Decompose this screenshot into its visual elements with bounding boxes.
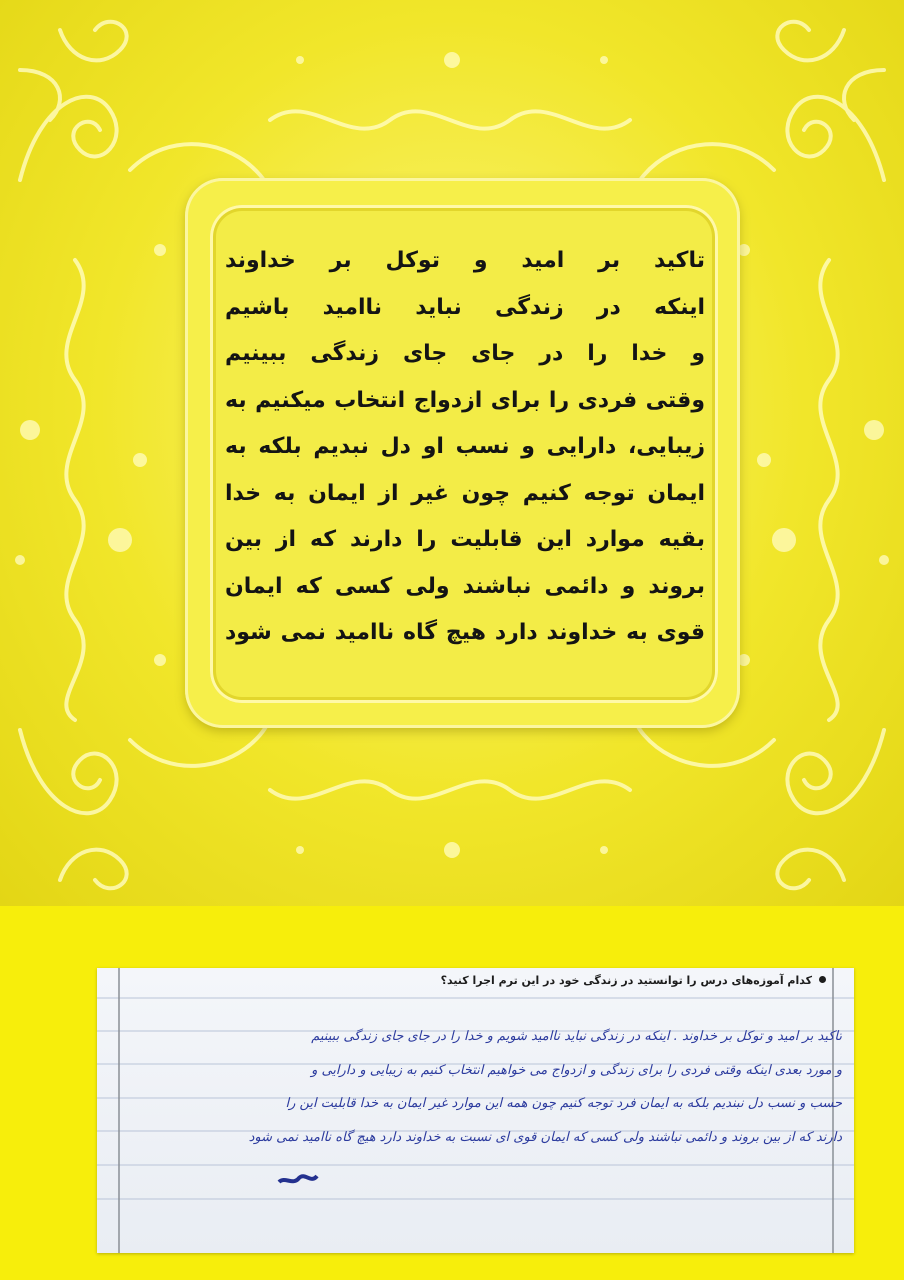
plate-line: اینکه در زندگی نباید ناامید باشیم — [225, 294, 705, 320]
worksheet-photo — [97, 968, 854, 1253]
plate-line: ایمان توجه کنیم چون غیر از ایمان به خدا — [225, 480, 705, 506]
handwriting-line: تاکید بر امید و توکل بر خداوند . اینکه در زندگی نباید ناامید شویم و خدا را در جای جای زندگی ببینیم — [311, 1029, 842, 1044]
plate-line: و خدا را در جای جای زندگی ببینیم — [225, 341, 705, 366]
plate-line: وقتی فردی را برای ازدواج انتخاب میکنیم به — [225, 387, 705, 413]
plate-line: تاکید بر امید و توکل بر خداوند — [225, 248, 705, 273]
handwriting-line: حسب و نسب دل نبندیم بلکه به ایمان فرد توجه کنیم چون همه این موارد غیر ایمان به خدا قابلیت این را — [285, 1096, 842, 1111]
handwriting-line: و مورد بعدی اینکه وقتی فردی را برای زندگی و ازدواج می خواهیم انتخاب کنیم به زیبایی و دارایی و — [311, 1062, 842, 1078]
handwritten-answer — [117, 1020, 842, 1154]
scribble-mark — [279, 1176, 317, 1182]
plate-text-block — [225, 238, 705, 657]
plate-line: بقیه موارد این قابلیت را دارند که از بین — [225, 527, 705, 552]
worksheet-question: کدام آموزه‌های درس را توانستید در زندگی خود در این ترم اجرا کنید؟ — [440, 974, 812, 987]
bullet-icon — [819, 976, 826, 983]
plate-line: زیبایی، دارایی و نسب او دل نبدیم بلکه به — [225, 434, 705, 459]
plate-line: بروند و دائمی نباشند ولی کسی که ایمان — [225, 573, 705, 599]
handwriting-line: دارند که از بین بروند و دائمی نباشند ولی کسی که ایمان قوی ای نسبت به خداوند دارد هیچ گاه ناامید نمی شود — [248, 1129, 842, 1145]
plate-line: قوی به خداوند دارد هیچ گاه ناامید نمی شود — [225, 620, 705, 645]
